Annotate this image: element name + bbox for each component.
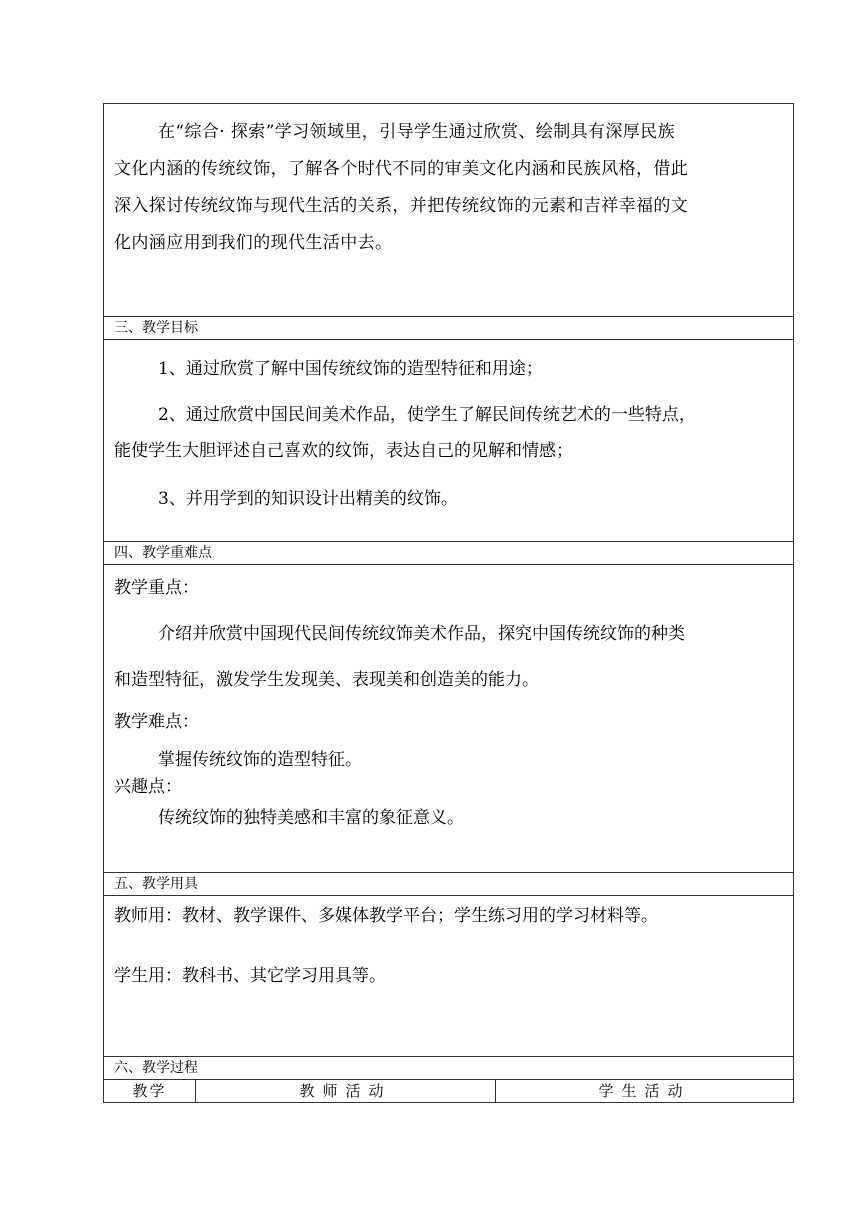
teacher-tools: 教师用：教材、教学课件、多媒体教学平台；学生练习用的学习材料等。 bbox=[114, 906, 658, 926]
intro-line: 深入探讨传统纹饰与现代生活的关系，并把传统纹饰的元素和吉祥幸福的文 bbox=[114, 196, 689, 216]
process-header-row bbox=[104, 1079, 793, 1102]
goal-item: 能使学生大胆评述自己喜欢的纹饰，表达自己的见解和情感； bbox=[114, 441, 573, 461]
column-student-activity: 学生活动 bbox=[495, 1080, 793, 1102]
intro-line: 在“综合· 探索”学习领域里，引导学生通过欣赏、绘制具有深厚民族 bbox=[158, 122, 675, 142]
intro-line: 文化内涵的传统纹饰，了解各个时代不同的审美文化内涵和民族风格，借此 bbox=[114, 159, 689, 179]
goal-item: 1、通过欣赏了解中国传统纹饰的造型特征和用途； bbox=[158, 359, 543, 379]
goal-item: 2、通过欣赏中国民间美术作品，使学生了解民间传统艺术的一些特点， bbox=[158, 405, 696, 425]
goals-section bbox=[104, 339, 793, 541]
difficulty-text: 掌握传统纹饰的造型特征。 bbox=[158, 750, 362, 770]
intro-section bbox=[104, 104, 793, 316]
keypoints-section bbox=[104, 564, 793, 872]
difficulty-label: 教学难点： bbox=[114, 712, 199, 732]
section-heading-tools: 五、教学用具 bbox=[104, 872, 793, 895]
tools-section bbox=[104, 895, 793, 1056]
column-teacher-activity: 教师活动 bbox=[195, 1080, 495, 1102]
section-heading-goals: 三、教学目标 bbox=[104, 316, 793, 339]
column-teaching: 教学 bbox=[132, 1082, 167, 1100]
section-heading-keypoints: 四、教学重难点 bbox=[104, 541, 793, 564]
key-label: 教学重点： bbox=[114, 578, 199, 598]
student-tools: 学生用：教科书、其它学习用具等。 bbox=[114, 966, 386, 986]
goal-item: 3、并用学到的知识设计出精美的纹饰。 bbox=[158, 489, 458, 509]
section-heading-process: 六、教学过程 bbox=[104, 1056, 793, 1079]
interest-label: 兴趣点： bbox=[114, 777, 182, 797]
key-line: 介绍并欣赏中国现代民间传统纹饰美术作品，探究中国传统纹饰的种类 bbox=[158, 624, 685, 644]
intro-line: 化内涵应用到我们的现代生活中去。 bbox=[114, 233, 393, 253]
lesson-plan-table bbox=[103, 103, 794, 1103]
interest-text: 传统纹饰的独特美感和丰富的象征意义。 bbox=[158, 808, 464, 828]
key-line: 和造型特征，激发学生发现美、表现美和创造美的能力。 bbox=[114, 670, 539, 690]
